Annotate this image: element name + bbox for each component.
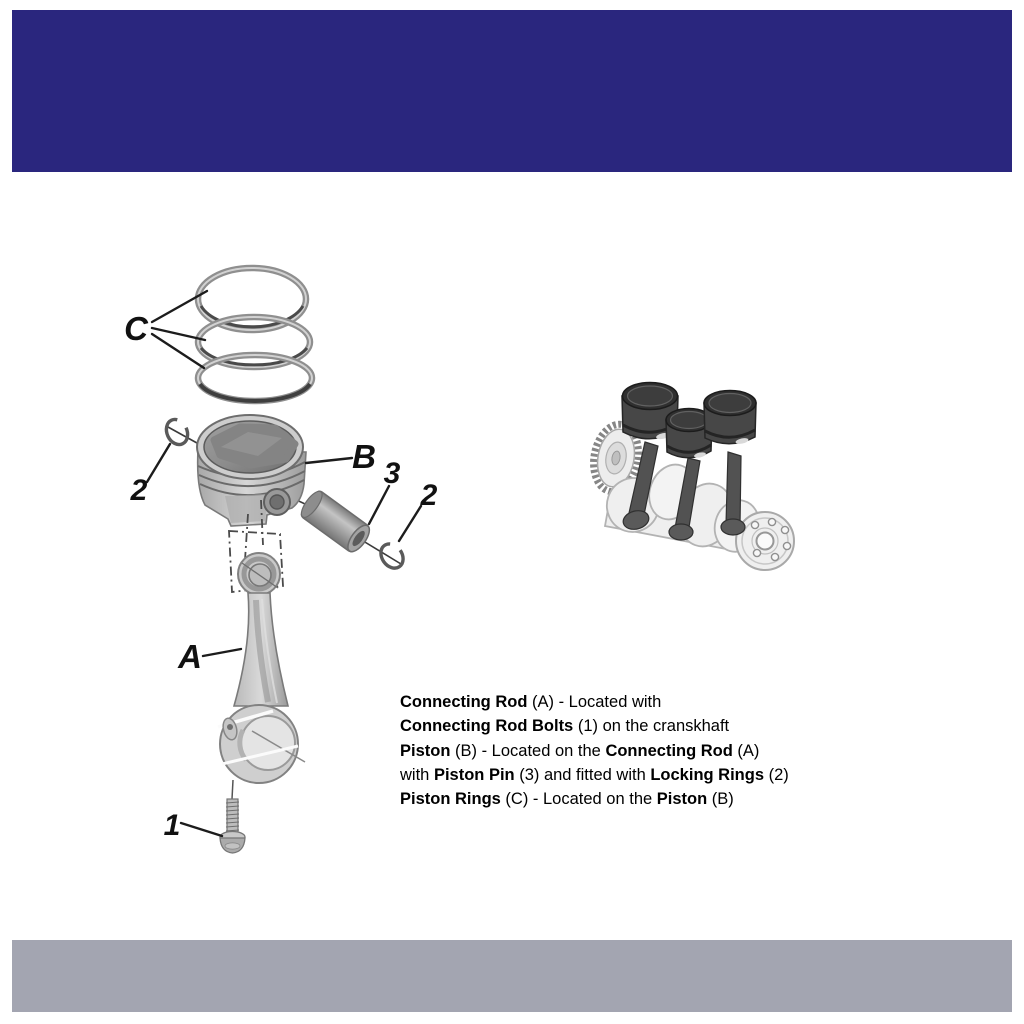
leader-line-1 [181,823,222,836]
callout-piston: B [352,438,376,475]
leader-line-3 [369,486,389,524]
callout-piston-pin: 3 [383,457,401,490]
description-line: Connecting Rod Bolts (1) on the cranskhaft [400,717,730,736]
description-line: Piston (B) - Located on the Connecting Rod (A) [400,741,760,760]
crank-piston-3 [704,391,756,445]
callout-connecting-rod-bolt: 1 [163,809,181,842]
piston-pin-illustration [297,457,400,556]
piston-rings-illustration [124,268,312,401]
description-block [400,690,890,811]
connecting-rod-illustration [177,553,305,799]
description-line: with Piston Pin (3) and fitted with Locking Rings (2) [400,765,789,784]
callout-connecting-rod: A [178,638,202,675]
crankshaft-flange [736,512,794,570]
callout-locking-ring-right: 2 [420,479,438,512]
piston-ring-bottom [198,355,312,401]
leader-line-2-right [399,506,421,541]
crank-pistons [622,383,756,459]
connecting-rod-bolt-illustration [164,799,245,853]
callout-piston-rings: C [124,310,148,347]
crankshaft-assembly-illustration [588,383,794,571]
leader-line-b [306,458,352,463]
description-line: Piston Rings (C) - Located on the Piston (B) [400,790,734,809]
leader-line-2-left [147,444,170,482]
description-line: Connecting Rod (A) - Located with [400,693,662,711]
leader-line-a [203,649,241,656]
callout-locking-ring-left: 2 [130,474,148,507]
locking-ring-left-illustration [130,416,192,507]
piston-illustration [197,415,376,526]
